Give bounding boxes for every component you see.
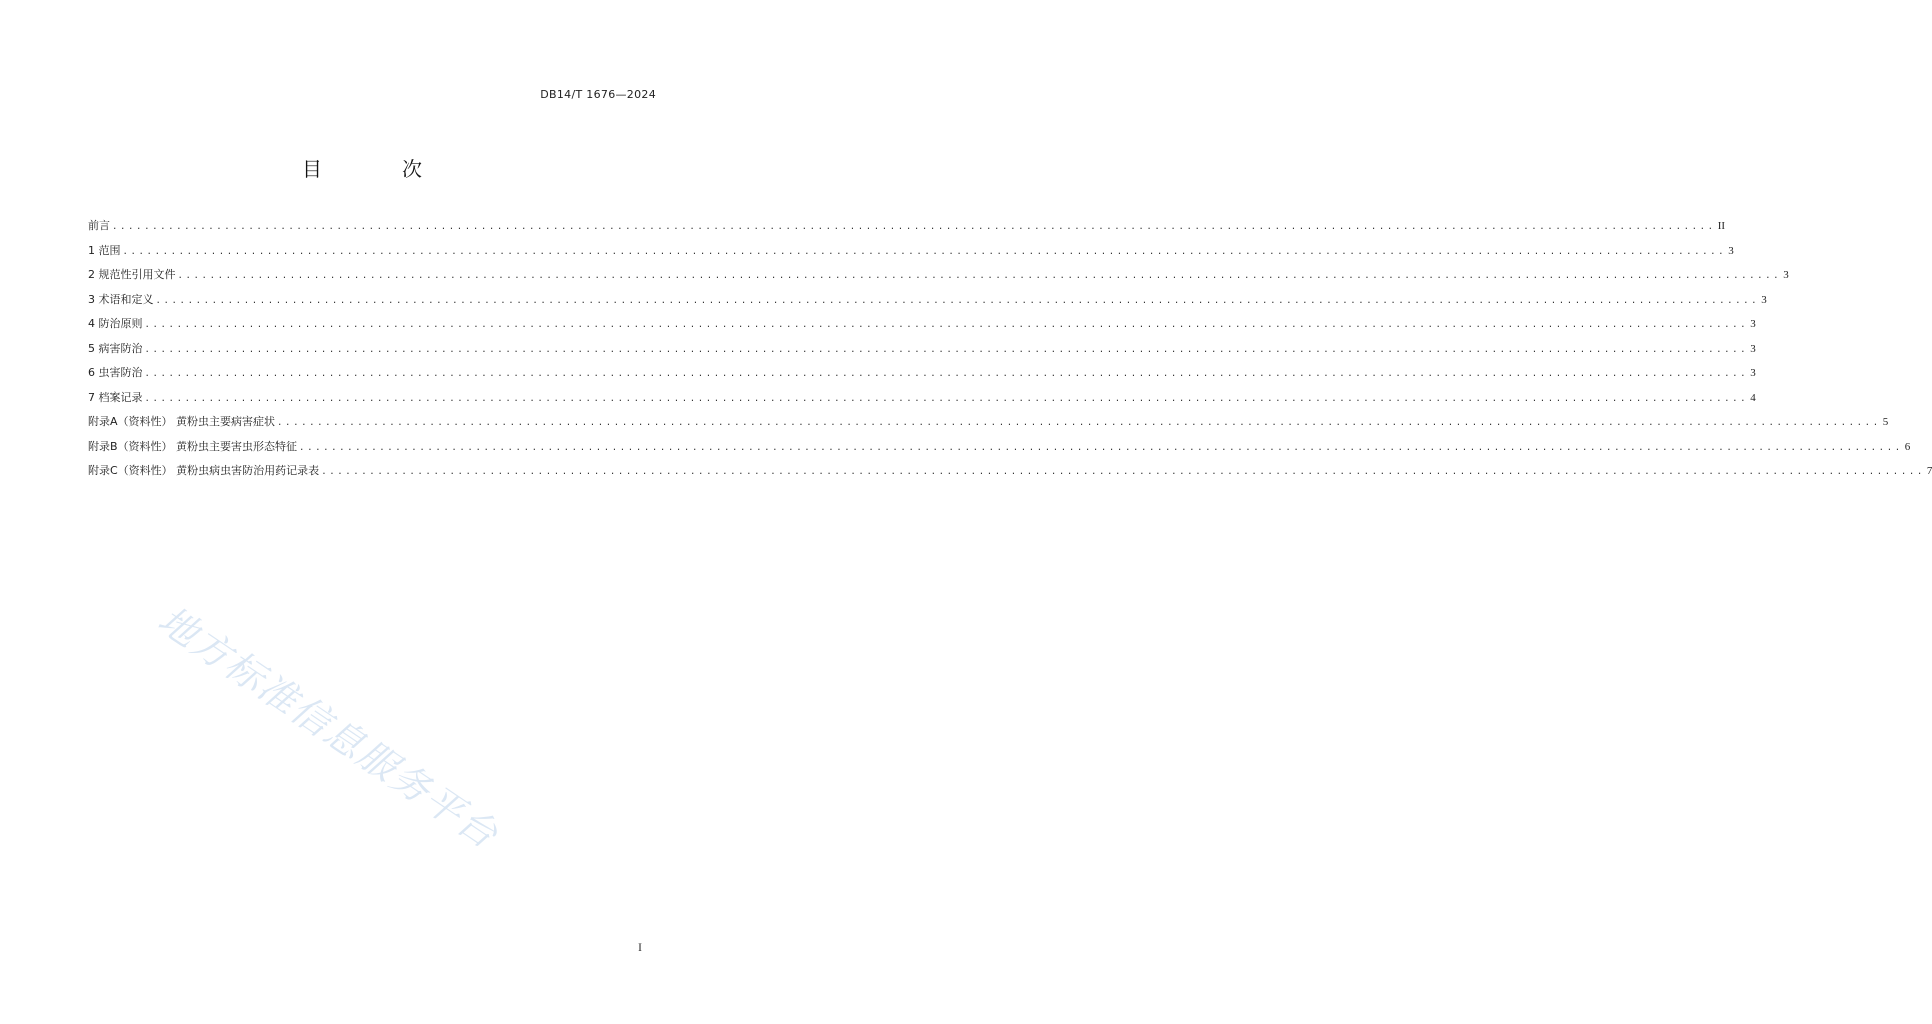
toc-entry-page: 6	[1904, 440, 1911, 453]
toc-dot-leader: ........................................................................................................................................................................................................	[144, 369, 1749, 379]
toc-entry-page: 4	[1750, 391, 1756, 404]
toc-entry-appendix-a[interactable]	[88, 413, 1889, 438]
toc-dot-leader: ........................................................................................................................................................................................................	[321, 467, 1925, 477]
toc-entry-page: 5	[1882, 416, 1889, 428]
toc-entry-normative-references[interactable]	[88, 266, 1789, 291]
page-number: I	[638, 940, 642, 954]
toc-entry-label: 5 病害防治	[88, 341, 143, 355]
toc-entry-label: 附录C（资料性） 黄粉虫病虫害防治用药记录表	[88, 464, 320, 477]
toc-dot-leader: ........................................................................................................................................................................................................	[112, 222, 1716, 232]
toc-entry-page: 3	[1761, 293, 1767, 306]
toc-dot-leader: ........................................................................................................................................................................................................	[144, 320, 1749, 330]
toc-entry-pest-control[interactable]	[88, 364, 1756, 389]
standard-code: DB14/T 1676—2024	[540, 88, 656, 101]
toc-dot-leader: ........................................................................................................................................................................................................	[144, 344, 1749, 355]
toc-dot-leader: ........................................................................................................................................................................................................	[144, 393, 1749, 404]
toc-entry-page: 3	[1750, 318, 1756, 330]
toc-entry-label: 7 档案记录	[88, 390, 143, 404]
toc-entry-page: 3	[1750, 342, 1756, 355]
toc-entry-label: 附录A（资料性） 黄粉虫主要病害症状	[88, 415, 276, 428]
table-of-contents	[88, 217, 1932, 487]
toc-entry-foreword[interactable]	[88, 217, 1726, 242]
toc-entry-records[interactable]	[88, 389, 1756, 414]
toc-entry-disease-control[interactable]	[88, 340, 1756, 365]
toc-entry-appendix-b[interactable]	[88, 438, 1911, 463]
toc-dot-leader: ........................................................................................................................................................................................................	[277, 418, 1881, 428]
toc-dot-leader: ........................................................................................................................................................................................................	[299, 442, 1903, 453]
toc-entry-label: 4 防治原则	[88, 317, 143, 330]
toc-entry-page: 7	[1926, 465, 1932, 477]
toc-dot-leader: ........................................................................................................................................................................................................	[122, 246, 1727, 257]
toc-entry-page: 3	[1750, 367, 1756, 379]
toc-entry-page: 3	[1728, 244, 1734, 257]
toc-entry-label: 前言	[88, 219, 110, 232]
toc-dot-leader: ........................................................................................................................................................................................................	[155, 295, 1760, 306]
toc-entry-label: 1 范围	[88, 243, 121, 257]
toc-entry-control-principles[interactable]	[88, 315, 1756, 340]
toc-entry-label: 附录B（资料性） 黄粉虫主要害虫形态特征	[88, 439, 298, 453]
toc-entry-scope[interactable]	[88, 242, 1734, 267]
toc-title: 目 次	[302, 157, 452, 181]
toc-dot-leader: ........................................................................................................................................................................................................	[177, 271, 1782, 281]
toc-entry-label: 2 规范性引用文件	[88, 268, 176, 281]
toc-entry-page: II	[1717, 220, 1726, 232]
toc-entry-page: 3	[1783, 269, 1789, 281]
toc-entry-label: 6 虫害防治	[88, 366, 143, 379]
watermark: 地方标准信息服务平台	[150, 597, 507, 858]
toc-entry-label: 3 术语和定义	[88, 292, 154, 306]
toc-entry-terms-definitions[interactable]	[88, 291, 1767, 316]
toc-entry-appendix-c[interactable]	[88, 462, 1932, 487]
